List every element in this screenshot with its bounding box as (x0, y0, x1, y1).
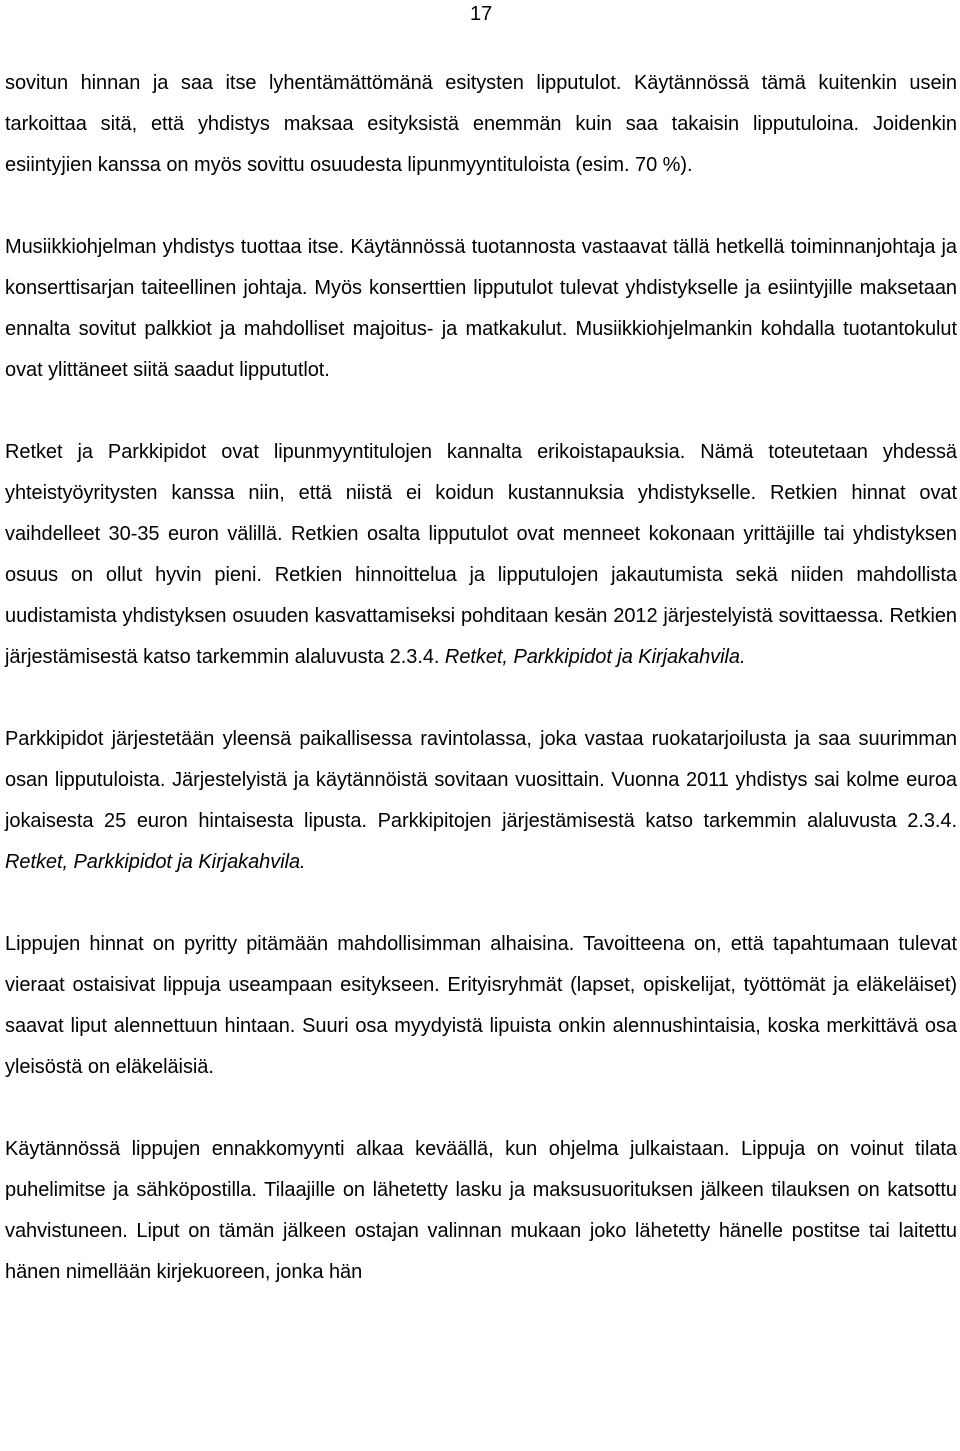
section-reference: Retket, Parkkipidot ja Kirjakahvila. (444, 646, 746, 668)
paragraph-text: Käytännössä lippujen ennakkomyynti alkaa keväällä, kun ohjelma julkaistaan. Lippuja on voinut tilata puhelimitse ja sähköpostilla. Tilaajille on lähetetty lasku ja maksusuorituksen jälkeen tilauksen on katsottu vahvistuneen. Liput on tämän jälkeen ostajan valinnan mukaan joko lähetetty hänelle postitse tai laitettu hänen nimellään kirjekuoreen, jonka hän (5, 1138, 957, 1283)
paragraph-advance-sales (5, 1129, 957, 1293)
paragraph-text: Retket ja Parkkipidot ovat lipunmyyntitulojen kannalta erikoistapauksia. Nämä toteutetaan yhdessä yhteistyöyritysten kanssa niin, että niistä ei koidun kustannuksia yhdistykselle. Retkien hinnat ovat vaihdelleet 30-35 euron välillä. Retkien osalta lipputulot ovat menneet kokonaan yrittäjille tai yhdistyksen osuus on ollut hyvin pieni. Retkien hinnoittelua ja lipputulojen jakautumista sekä niiden mahdollista uudistamista yhdistyksen osuuden kasvattamiseksi pohditaan kesän 2012 järjestelyistä sovittaessa. Retkien järjestämisestä katso tarkemmin alaluvusta 2.3.4. (5, 441, 957, 668)
paragraph-text: Lippujen hinnat on pyritty pitämään mahdollisimman alhaisina. Tavoitteena on, että tapahtumaan tulevat vieraat ostaisivat lippuja useampaan esitykseen. Erityisryhmät (lapset, opiskelijat, työttömät ja eläkeläiset) saavat liput alennettuun hintaan. Suuri osa myydyistä lipuista onkin alennushintaisia, koska merkittävä osa yleisöstä on eläkeläisiä. (5, 933, 957, 1078)
section-reference: Retket, Parkkipidot ja Kirjakahvila. (5, 851, 306, 873)
document-body (5, 63, 957, 1293)
paragraph-parkkipidot (5, 719, 957, 883)
paragraph-ticket-deals (5, 63, 957, 186)
paragraph-excursions (5, 432, 957, 678)
page-number: 17 (470, 3, 493, 25)
paragraph-text: sovitun hinnan ja saa itse lyhentämättömänä esitysten lipputulot. Käytännössä tämä kuitenkin usein tarkoittaa sitä, että yhdistys maksaa esityksistä enemmän kuin saa takaisin lipputuloina. Joidenkin esiintyjien kanssa on myös sovittu osuudesta lipunmyyntituloista (esim. 70 %). (5, 72, 957, 176)
paragraph-ticket-prices (5, 924, 957, 1088)
paragraph-text: Musiikkiohjelman yhdistys tuottaa itse. Käytännössä tuotannosta vastaavat tällä hetkellä toiminnanjohtaja ja konserttisarjan taiteellinen johtaja. Myös konserttien lipputulot tulevat yhdistykselle ja esiintyjille maksetaan ennalta sovitut palkkiot ja mahdolliset majoitus- ja matkakulut. Musiikkiohjelmankin kohdalla tuotantokulut ovat ylittäneet siitä saadut lippututlot. (5, 236, 957, 381)
paragraph-text: Parkkipidot järjestetään yleensä paikallisessa ravintolassa, joka vastaa ruokatarjoilusta ja saa suurimman osan lipputuloista. Järjestelyistä ja käytännöistä sovitaan vuosittain. Vuonna 2011 yhdistys sai kolme euroa jokaisesta 25 euron hintaisesta lipusta. Parkkipitojen järjestämisestä katso tarkemmin alaluvusta 2.3.4. (5, 728, 957, 832)
paragraph-music-program (5, 227, 957, 391)
